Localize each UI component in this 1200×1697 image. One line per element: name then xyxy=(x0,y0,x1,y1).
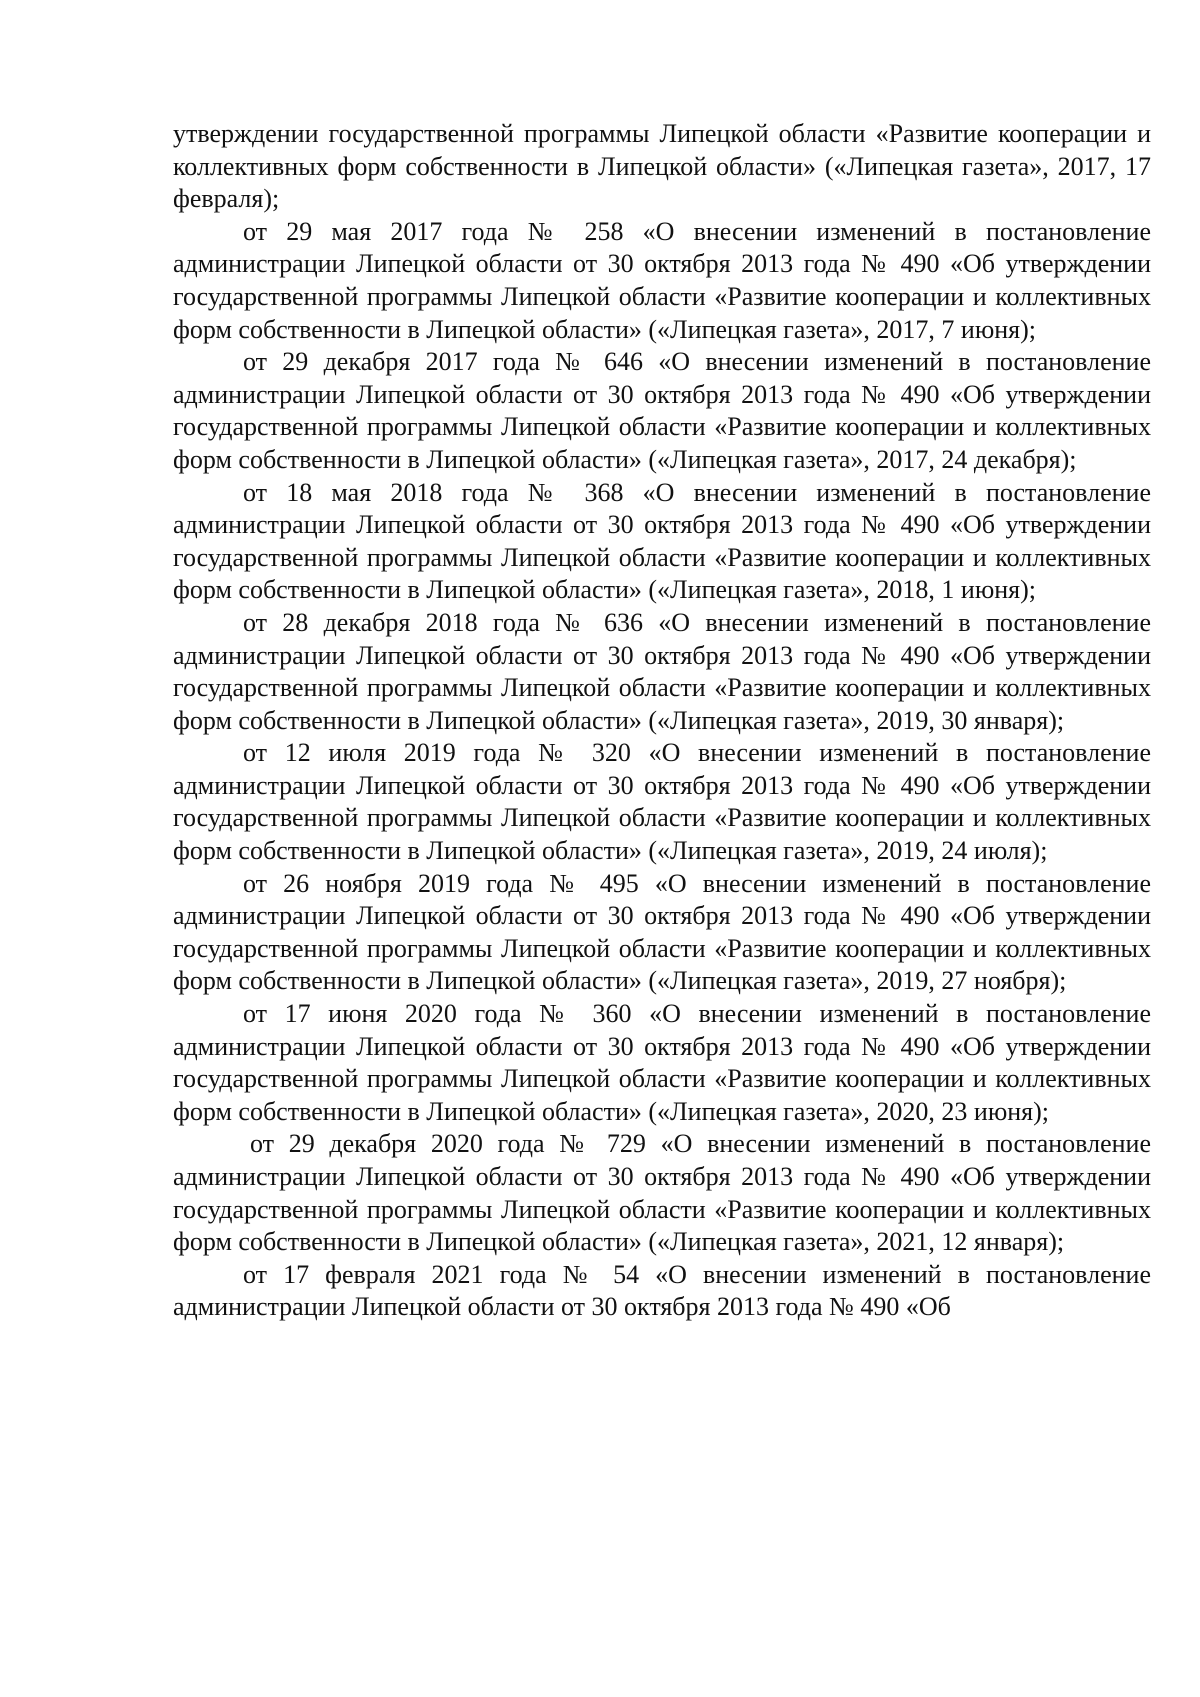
paragraph-amendment-2017-05-29: от 29 мая 2017 года № 258 «О внесении изменений в постановление администрации Липецкой области от 30 октября 2013 года № 490 «Об утверждении государственной программы Липецкой области «Развитие кооперации и коллективных форм собственности в Липецкой области» («Липецкая газета», 2017, 7 июня); xyxy=(173,216,1151,344)
paragraph-amendment-2018-05-18: от 18 мая 2018 года № 368 «О внесении изменений в постановление администрации Липецкой области от 30 октября 2013 года № 490 «Об утверждении государственной программы Липецкой области «Развитие кооперации и коллективных форм собственности в Липецкой области» («Липецкая газета», 2018, 1 июня); xyxy=(173,477,1151,605)
paragraph-amendment-2020-12-29: от 29 декабря 2020 года № 729 «О внесении изменений в постановление администрации Липецкой области от 30 октября 2013 года № 490 «Об утверждении государственной программы Липецкой области «Развитие кооперации и коллективных форм собственности в Липецкой области» («Липецкая газета», 2021, 12 января); xyxy=(173,1129,1151,1257)
paragraph-amendment-2017-12-29: от 29 декабря 2017 года № 646 «О внесении изменений в постановление администрации Липецкой области от 30 октября 2013 года № 490 «Об утверждении государственной программы Липецкой области «Развитие кооперации и коллективных форм собственности в Липецкой области» («Липецкая газета», 2017, 24 декабря); xyxy=(173,347,1151,474)
paragraph-amendment-2021-02-17: от 17 февраля 2021 года № 54 «О внесении изменений в постановление администрации Липецкой области от 30 октября 2013 года № 490 «Об xyxy=(173,1259,1151,1322)
paragraph-amendment-2019-07-12: от 12 июля 2019 года № 320 «О внесении изменений в постановление администрации Липецкой области от 30 октября 2013 года № 490 «Об утверждении государственной программы Липецкой области «Развитие кооперации и коллективных форм собственности в Липецкой области» («Липецкая газета», 2019, 24 июля); xyxy=(173,738,1151,866)
document-page xyxy=(173,118,1151,1324)
paragraph-amendment-2020-06-17: от 17 июня 2020 года № 360 «О внесении изменений в постановление администрации Липецкой области от 30 октября 2013 года № 490 «Об утверждении государственной программы Липецкой области «Развитие кооперации и коллективных форм собственности в Липецкой области» («Липецкая газета», 2020, 23 июня); xyxy=(173,999,1151,1126)
paragraph-amendment-2018-12-28: от 28 декабря 2018 года № 636 «О внесении изменений в постановление администрации Липецкой области от 30 октября 2013 года № 490 «Об утверждении государственной программы Липецкой области «Развитие кооперации и коллективных форм собственности в Липецкой области» («Липецкая газета», 2019, 30 января); xyxy=(173,607,1151,735)
paragraph-continuation: утверждении государственной программы Липецкой области «Развитие кооперации и коллективных форм собственности в Липецкой области» («Липецкая газета», 2017, 17 февраля); xyxy=(173,119,1151,214)
paragraph-amendment-2019-11-26: от 26 ноября 2019 года № 495 «О внесении изменений в постановление администрации Липецкой области от 30 октября 2013 года № 490 «Об утверждении государственной программы Липецкой области «Развитие кооперации и коллективных форм собственности в Липецкой области» («Липецкая газета», 2019, 27 ноября); xyxy=(173,868,1151,996)
